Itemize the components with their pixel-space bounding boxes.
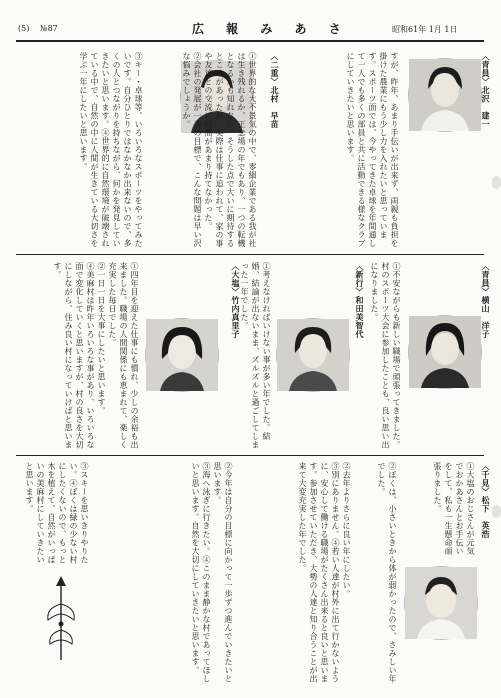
profile-label: 〈青員〉北沢 建一 [481, 52, 491, 129]
page-number: (5) [18, 24, 30, 33]
portrait-photo [408, 315, 482, 389]
article-column: ③スキーを思いきりやりたい。④ぼくは緑の少ない村にしたくないので、もっと木を植えて、自然がいっぱいの美麻村にしていきたいと思います。 [25, 462, 89, 564]
profile-continuation: ③キー・卓球等、いろいろなスポーツをやってみたいです。自分ひとりではなかなか出来ないので、多くの人とつながりを持ちながら、何かを発見していきたいと思います。④世界的に自然環境が破壊されている中で、自然の中に人間が生きている大切さを学ぶ一年にしたいと思います。 [79, 52, 143, 248]
arrow-feather-decoration [36, 574, 86, 664]
page-header [0, 14, 500, 42]
profile-answers: ①不安ながらも新しい職場で頑張ってきました。村のスポーツ大会に参加したことも、良い思い出になりました。 [370, 262, 401, 449]
profile-label: 〈千見〉松下 英浩 [481, 462, 491, 539]
profile-label: 〈大塩〉竹内真里子 [231, 262, 241, 339]
article-column: ②去年よりさらに良い年にしたい。 ③別にありません。④若い人達が村外に出て行かないように、安心して働ける職場がたくさん出来ると良いと思います。参加させていただき、大勢の人達と知り合うことが出来て大変充実した年でした。 [298, 462, 351, 683]
header-rule [16, 40, 484, 42]
issue-number: №87 [40, 24, 58, 33]
issue-date: 昭和61年 1月 1日 [392, 25, 458, 34]
profile-label: 〈新行〉和田美智代 [355, 262, 365, 339]
portrait-photo [145, 318, 219, 392]
profile-label: 〈二重〉北村 早苗 [270, 52, 280, 129]
profile-answers: すが、昨年、あまり手伝いが出来ず、両親も負担を掛けた農業にもう少し力を入れたいと思っています。スポーツ面では、今やってきた卓球を年間通して一人でも多くの部員と共に活動できる様なクラブにしていきたいと思います。 [346, 52, 399, 248]
profile-answers: ①世界的な大不景気の中で、零細企業である我が社は生き残れるか、正念場の年でもあり、一つの転機となるかも知れない。そうした点で大いに期待するところがあったが、実際は仕事に追われて、家の事や友達との交流に時間があまり持てなかった。 ②会社の発展が一番の目標で、こんな問題は早い沢な悩みでしょうか。 [182, 52, 257, 248]
binder-hole [492, 505, 501, 518]
section-divider-2 [16, 455, 484, 456]
section-divider-1 [16, 254, 484, 255]
newsletter-title: 広 報 み あ さ [192, 22, 350, 36]
article-column: ②ぼくは、小さいときから体が弱かったので、さみしい年でした。 [377, 462, 397, 683]
portrait-photo [276, 318, 350, 392]
profile-answers: ①大塩のおじさんが元気でおかあさんとお手伝いをして、私も一生懸命頑張りました。 [433, 462, 475, 556]
profile-answers: ①考えなければいけない事が多い年でした。結婚、結論が出ないまま、ズルズルと過ごしてしまった一年でした。 [240, 262, 271, 449]
portrait-photo [404, 566, 478, 640]
profile-answers: ①四年目を迎えた仕事にも慣れ、少しの余裕も出来ました。職場の人間関係にも恵まれて、楽しく充実した毎日でした。 ②一日一日を大事にしたいと思います。 ④美麻村は昨年いろいろな事があり、いろいろな面で変化していくと思いますが、村の良さを大切にしながら、住み良い村になっていけばと思います。 [53, 262, 139, 449]
binder-hole [492, 176, 501, 189]
profile-label: 〈青員〉横山 洋子 [481, 262, 491, 339]
portrait-photo [408, 58, 482, 132]
article-column: ②今年は自分の目標に向かって一歩ずつ進んでいきたいと思います。 ③海へ泳ぎに行きたい。④このまま静かな村であってほしいと思います。自然を大切にしていきたいと思います。 [191, 462, 233, 683]
